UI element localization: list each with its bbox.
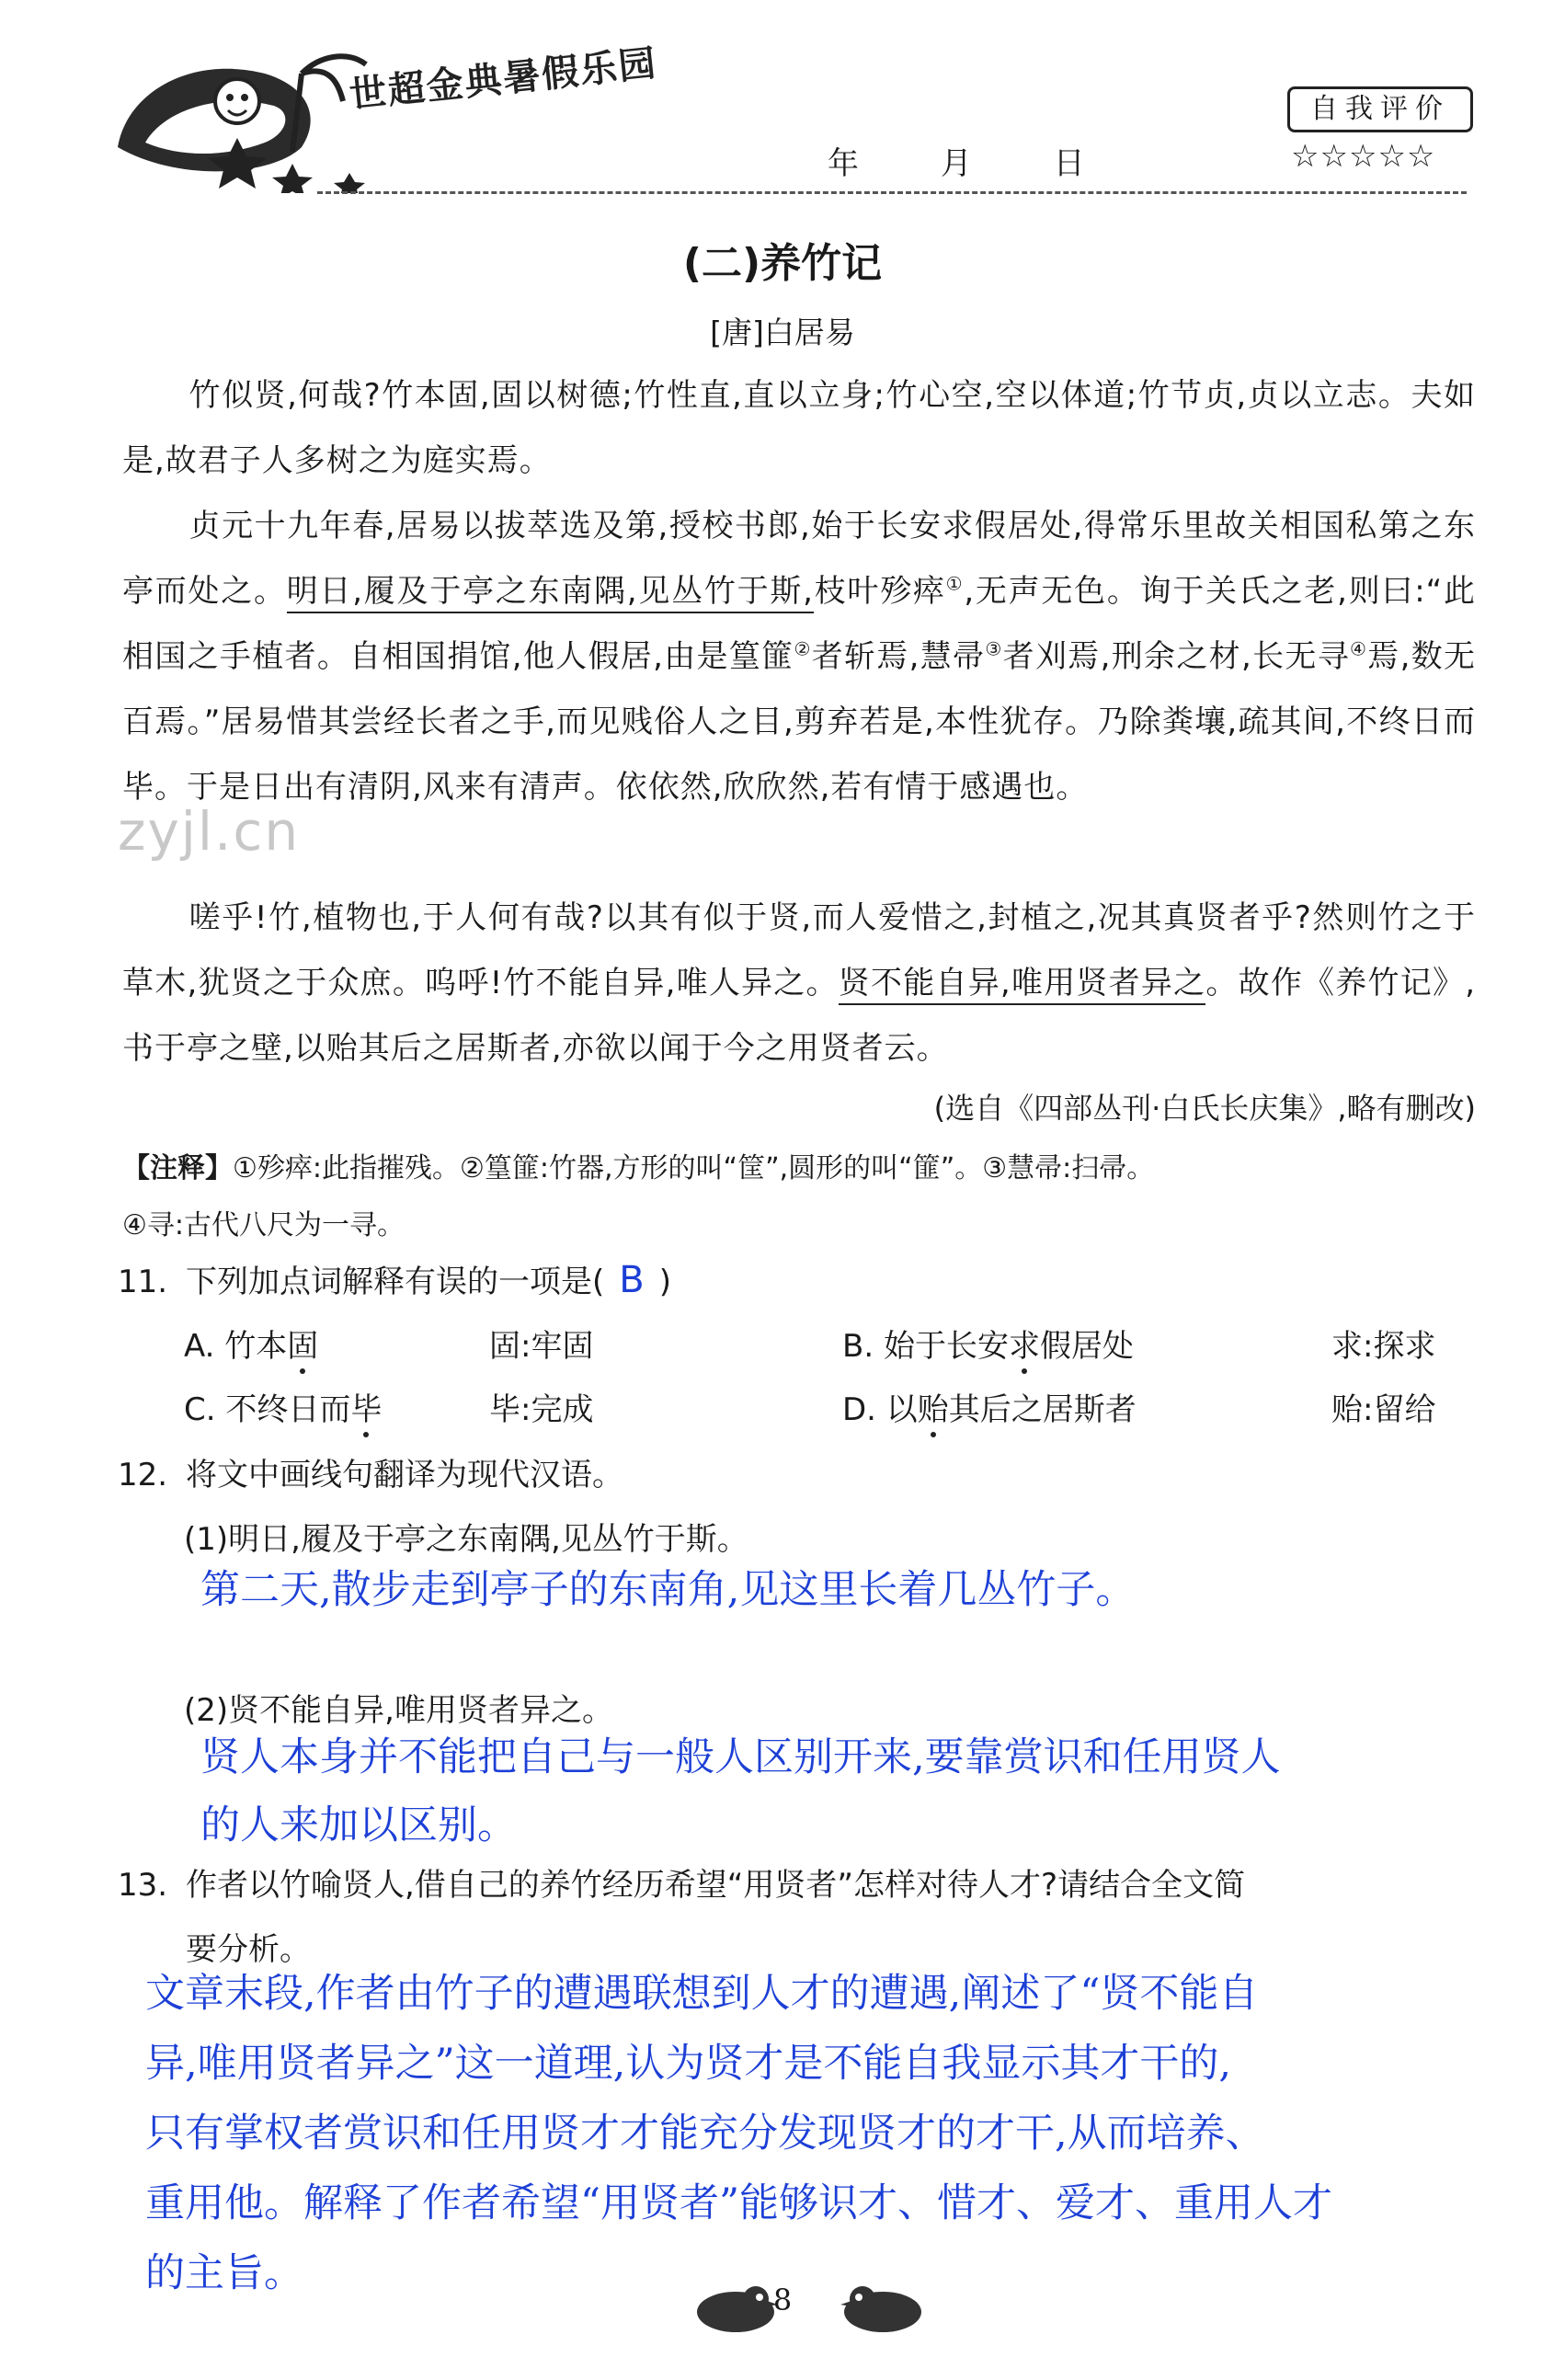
option-b-text-end: 假居处 <box>1039 1328 1134 1365</box>
p2-text-a: 贞元十九年春,居易以拔萃选及第,授校书郎,始于长安求假居处,得常乐里故关相国私第之东亭而处之。 <box>122 508 1476 610</box>
q12-sentence-2: (2)贤不能自异,唯用贤者异之。 <box>184 1692 613 1729</box>
date-day-label: 日 <box>1053 145 1085 182</box>
brand-title: 世超金典暑假乐园 <box>347 41 659 117</box>
q13-answer-line-3: 只有掌权者赏识和任用贤才才能充分发现贤才的才干,从而培养、 <box>145 2111 1265 2157</box>
underlined-sentence-2: 贤不能自异,唯用贤者异之 <box>839 965 1206 1005</box>
footnote-ref-1: ① <box>945 572 965 595</box>
q12-answer-1: 第二天,散步走到亭子的东南角,见这里长着几丛竹子。 <box>200 1567 1136 1613</box>
footnote-ref-2: ② <box>794 637 812 660</box>
q11-stem-close: ) <box>658 1264 671 1300</box>
footnote-ref-4: ④ <box>1350 637 1368 660</box>
rating-stars: ☆☆☆☆☆ <box>1291 138 1436 175</box>
article-paragraph-1 <box>122 363 1476 494</box>
notes-line-2: ④寻:古代八尺为一寻。 <box>122 1209 406 1241</box>
q13-answer <box>145 1959 1332 2308</box>
q11-option-a-definition: 固:牢固 <box>489 1328 594 1365</box>
option-a-dotted-word: 固 <box>287 1328 319 1365</box>
q13-answer-line-1: 文章末段,作者由竹子的遭遇联想到人才的遭遇,阐述了“贤不能自 <box>145 1971 1259 2017</box>
q12-stem-text: 将文中画线句翻译为现代汉语。 <box>186 1457 623 1493</box>
p3-text-b: 。故作《养竹记》,书于亭之壁,以贻其后之居斯者,亦欲以闻于今之用贤者云。 <box>122 965 1477 1067</box>
option-a-text: A. 竹本 <box>184 1328 288 1365</box>
watermark: zyjl.cn <box>118 800 301 863</box>
header-divider <box>317 191 1467 194</box>
q12-stem <box>118 1449 623 1494</box>
p3-text-a: 嗟乎!竹,植物也,于人何有哉?以其有似于贤,而人爱惜之,封植之,况其真贤者乎?然则竹之于草木,犹贤之于众庶。呜呼!竹不能自异,唯人异之。 <box>122 899 1476 1001</box>
date-month-label: 月 <box>940 145 972 182</box>
q13-answer-line-5: 的主旨。 <box>145 2250 303 2296</box>
q11-answer: B <box>619 1259 645 1301</box>
option-b-dotted-word: 求 <box>1008 1328 1040 1365</box>
notes-label: 【注释】 <box>122 1152 233 1184</box>
q13-number: 13. <box>118 1867 168 1904</box>
article-paragraph-3 <box>122 886 1476 1081</box>
date-line <box>828 138 1157 183</box>
option-c-text: C. 不终日而 <box>184 1391 351 1428</box>
q13-answer-line-4: 重用他。解释了作者希望“用贤者”能够识才、惜才、爱才、重用人才 <box>145 2180 1332 2226</box>
q11-option-c-definition: 毕:完成 <box>489 1391 594 1428</box>
page-number: 8 <box>772 2283 793 2317</box>
date-year-label: 年 <box>828 145 859 182</box>
q11-option-c <box>184 1384 382 1429</box>
q11-option-b <box>842 1321 1134 1366</box>
option-d-text-end: 其后之居斯者 <box>948 1391 1137 1428</box>
q12-answer-2-line-2: 的人来加以区别。 <box>200 1802 517 1848</box>
p2-text-f: 焉,数无百焉。”居易惜其尝经长者之手,而见贱俗人之目,剪弃若是,本性犹存。乃除粪壤,疏其间,不终日而毕。于是日出有清阴,风来有清声。依依然,欣欣然,若有情于感遇也。 <box>122 638 1477 806</box>
q13-stem-line-1: 作者以竹喻贤人,借自己的养竹经历希望“用贤者”怎样对待人才?请结合全文简 <box>186 1867 1246 1904</box>
q13-stem-line-2: 要分析。 <box>186 1931 311 1968</box>
option-d-dotted-word: 贻 <box>917 1391 949 1428</box>
notes-line-1: ①殄瘁:此指摧残。②篁篚:竹器,方形的叫“筐”,圆形的叫“篚”。③慧帚:扫帚。 <box>233 1152 1155 1184</box>
q11-option-a <box>184 1321 318 1366</box>
article-source: (选自《四部丛刊·白氏长庆集》,略有删改) <box>933 1091 1476 1126</box>
q13-answer-line-2: 异,唯用贤者异之”这一道理,认为贤才是不能自我显示其才干的, <box>145 2041 1231 2087</box>
q11-stem-text: 下列加点词解释有误的一项是( <box>186 1264 605 1300</box>
underlined-sentence-1: 明日,履及于亭之东南隅,见丛竹于斯, <box>287 573 814 613</box>
q11-option-b-definition: 求:探求 <box>1331 1328 1436 1365</box>
p2-text-b: 枝叶殄瘁 <box>813 573 946 610</box>
q11-stem <box>118 1256 671 1301</box>
option-c-dotted-word: 毕 <box>350 1391 383 1428</box>
q12-number: 12. <box>118 1457 168 1493</box>
p1-text: 竹似贤,何哉?竹本固,固以树德;竹性直,直以立身;竹心空,空以体道;竹节贞,贞以立志。夫如是,故君子人多树之为庭实焉。 <box>122 377 1476 479</box>
p2-text-e: 者刈焉,刑余之材,长无寻 <box>1002 638 1351 675</box>
p2-text-c: ,无声无色。询于关氏之老,则曰:“此相国之手植者。自相国捐馆,他人假居,由是篁篚 <box>122 573 1477 675</box>
q12-answer-2-line-1: 贤人本身并不能把自己与一般人区别开来,要靠赏识和任用贤人 <box>200 1734 1281 1780</box>
q12-answer-2 <box>200 1723 1281 1859</box>
article-author: [唐]白居易 <box>710 315 855 350</box>
p2-text-d: 者斩焉,慧帚 <box>811 638 986 675</box>
self-rating-label: 自我评价 <box>1287 86 1473 132</box>
q11-option-d <box>842 1384 1137 1429</box>
q12-sentence-1: (1)明日,履及于亭之东南隅,见丛竹于斯。 <box>184 1521 748 1558</box>
q11-number: 11. <box>118 1264 168 1300</box>
option-b-text: B. 始于长安 <box>842 1328 1009 1365</box>
option-d-text: D. 以 <box>842 1391 918 1428</box>
article-paragraph-2 <box>122 494 1476 820</box>
footnote-ref-3: ③ <box>985 637 1003 660</box>
article-title: (二)养竹记 <box>682 240 883 287</box>
annotations <box>122 1140 1476 1254</box>
q11-option-d-definition: 贻:留给 <box>1331 1391 1436 1428</box>
